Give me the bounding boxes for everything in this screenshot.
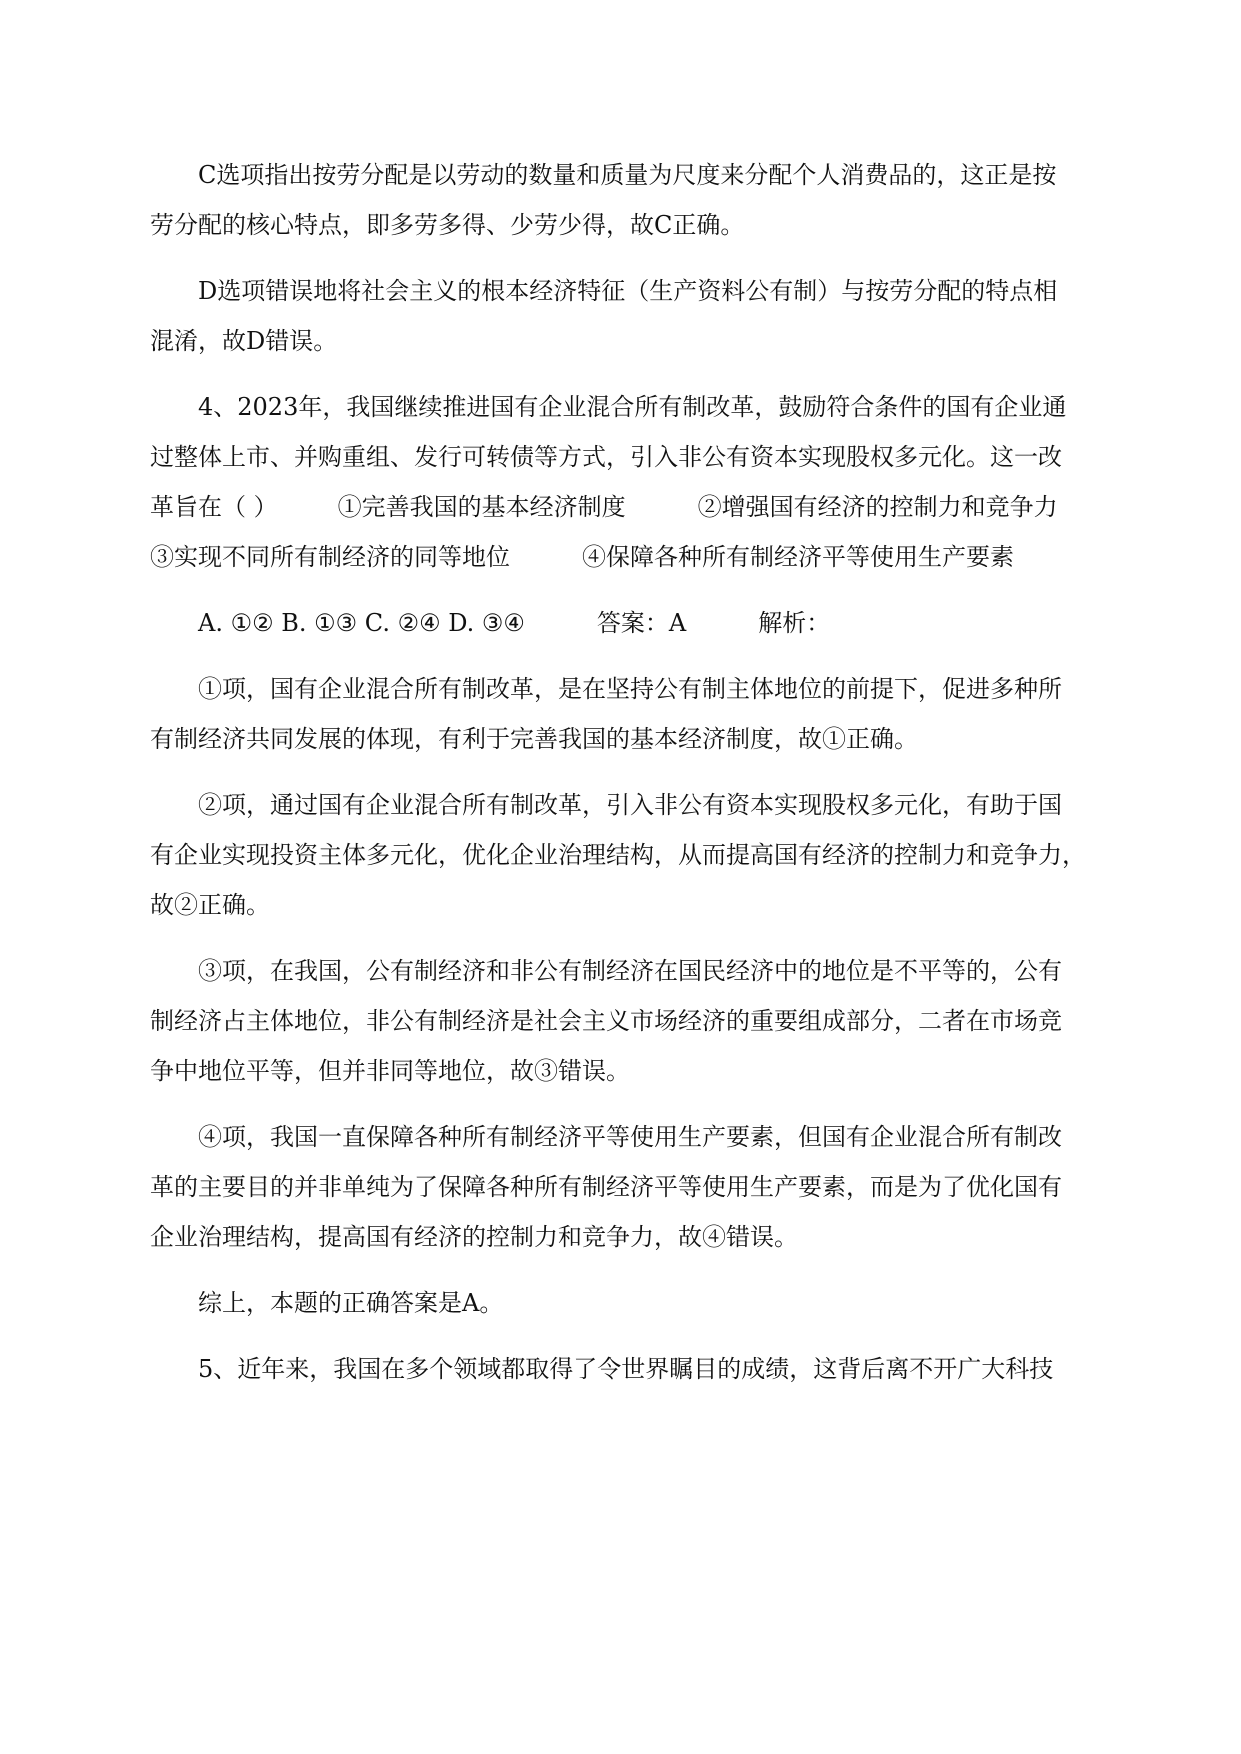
analysis-item-3 bbox=[150, 946, 1090, 1096]
summary bbox=[150, 1278, 1090, 1328]
text-line: ①项，国有企业混合所有制改革，是在坚持公有制主体地位的前提下，促进多种所 bbox=[198, 675, 1062, 703]
text-line: 4、2023年，我国继续推进国有企业混合所有制改革，鼓励符合条件的国有企业通 bbox=[198, 393, 1067, 421]
text-line: 故②正确。 bbox=[150, 891, 270, 919]
text-line: C选项指出按劳分配是以劳动的数量和质量为尺度来分配个人消费品的，这正是按 bbox=[198, 161, 1057, 189]
analysis-item-1 bbox=[150, 664, 1090, 764]
text-line: ④项，我国一直保障各种所有制经济平等使用生产要素，但国有企业混合所有制改 bbox=[198, 1123, 1062, 1151]
c-option-explanation bbox=[150, 150, 1090, 250]
analysis-item-4 bbox=[150, 1112, 1090, 1262]
text-line: 有制经济共同发展的体现，有利于完善我国的基本经济制度，故①正确。 bbox=[150, 725, 918, 753]
document-page bbox=[150, 150, 1090, 1410]
text-line: 革的主要目的并非单纯为了保障各种所有制经济平等使用生产要素，而是为了优化国有 bbox=[150, 1173, 1062, 1201]
text-line: 争中地位平等，但并非同等地位，故③错误。 bbox=[150, 1057, 630, 1085]
text-line: ②项，通过国有企业混合所有制改革，引入非公有资本实现股权多元化，有助于国 bbox=[198, 791, 1062, 819]
question-4 bbox=[150, 382, 1090, 582]
question-4-options bbox=[150, 598, 1090, 648]
question-5 bbox=[150, 1344, 1090, 1394]
d-option-explanation bbox=[150, 266, 1090, 366]
text-line: D选项错误地将社会主义的根本经济特征（生产资料公有制）与按劳分配的特点相 bbox=[198, 277, 1058, 305]
text-line: 劳分配的核心特点，即多劳多得、少劳少得，故C正确。 bbox=[150, 211, 745, 239]
analysis-item-2 bbox=[150, 780, 1090, 930]
text-line: 综上，本题的正确答案是A。 bbox=[198, 1289, 504, 1317]
text-line: 过整体上市、并购重组、发行可转债等方式，引入非公有资本实现股权多元化。这一改 bbox=[150, 443, 1062, 471]
text-line: 制经济占主体地位，非公有制经济是社会主义市场经济的重要组成部分，二者在市场竞 bbox=[150, 1007, 1062, 1035]
text-line: 混淆，故D错误。 bbox=[150, 327, 338, 355]
answer-options-line: A. ①② B. ①③ C. ②④ D. ③④ 答案：A 解析： bbox=[198, 609, 831, 637]
text-line: 5、近年来，我国在多个领域都取得了令世界瞩目的成绩，这背后离不开广大科技 bbox=[198, 1355, 1054, 1383]
text-line: ③项，在我国，公有制经济和非公有制经济在国民经济中的地位是不平等的，公有 bbox=[198, 957, 1062, 985]
text-line: 企业治理结构，提高国有经济的控制力和竞争力，故④错误。 bbox=[150, 1223, 798, 1251]
text-line: ③实现不同所有制经济的同等地位 ④保障各种所有制经济平等使用生产要素 bbox=[150, 543, 1014, 571]
text-line: 有企业实现投资主体多元化，优化企业治理结构，从而提高国有经济的控制力和竞争力， bbox=[150, 841, 1086, 869]
text-line: 革旨在（ ） ①完善我国的基本经济制度 ②增强国有经济的控制力和竞争力 bbox=[150, 493, 1058, 521]
